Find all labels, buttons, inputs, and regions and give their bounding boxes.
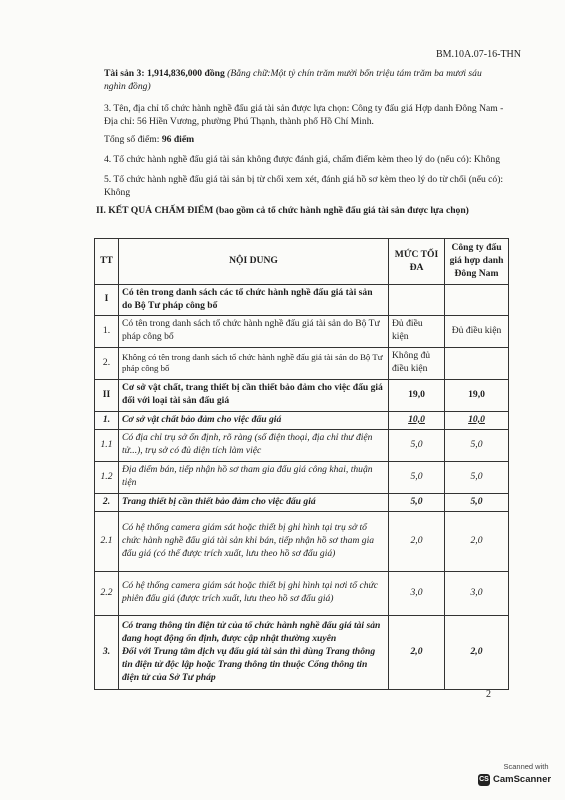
row-max: 5,0	[389, 461, 445, 493]
row-score	[445, 285, 509, 316]
row-tt: 1.1	[95, 429, 119, 461]
row-tt: 2.	[95, 493, 119, 511]
table-row	[95, 411, 509, 429]
row-score: 5,0	[445, 493, 509, 511]
row-score: 2,0	[445, 615, 509, 689]
row-content-part-b: Đối với Trung tâm dịch vụ đấu giá tài sản thì dùng Trang thông tin điện tử độc lập hoặc Trang thông tin thuộc Cổng thông tin điện tử của Sở Tư pháp	[122, 645, 376, 683]
row-max: 5,0	[389, 429, 445, 461]
selected-organization: 3. Tên, địa chỉ tổ chức hành nghề đấu giá tài sản được lựa chọn: Công ty đấu giá Hợp danh Đông Nam - Địa chỉ: 56 Hiền Vương, phường Phú Thạnh, thành phố Hồ Chí Minh.	[104, 102, 504, 127]
row-tt: 3.	[95, 615, 119, 689]
total-score-line	[104, 134, 504, 147]
row-max	[389, 285, 445, 316]
row-tt: 2.1	[95, 511, 119, 571]
asset-3-in-words: (Bằng chữ:Một tỷ chín trăm mười bốn triệu tám trăm ba mươi sáu nghìn đồng)	[104, 68, 482, 92]
table-row	[95, 615, 509, 689]
row-score: Đủ điều kiện	[445, 315, 509, 347]
row-score: 19,0	[445, 379, 509, 411]
table-row	[95, 379, 509, 411]
table-row	[95, 493, 509, 511]
row-score: 2,0	[445, 511, 509, 571]
row-tt: 2.	[95, 347, 119, 379]
table-row	[95, 461, 509, 493]
table-row	[95, 571, 509, 615]
row-max: 19,0	[389, 379, 445, 411]
row-content-part-a: Có trang thông tin điện tử của tổ chức hành nghề đấu giá tài sản đang hoạt động ổn định, được cập nhật thường xuyên	[122, 619, 381, 644]
total-score-value: 96 điểm	[161, 133, 195, 145]
table-row	[95, 285, 509, 316]
row-content: Có hệ thống camera giám sát hoặc thiết bị ghi hình tại trụ sở tổ chức hành nghề đấu giá tài sản khi bán, tiếp nhận hồ sơ tham gia đấu giá (có thể được trích xuất, lưu theo hồ sơ đấu giá)	[119, 511, 389, 571]
row-content: Cơ sở vật chất bảo đảm cho việc đấu giá	[119, 411, 389, 429]
asset-3-line	[104, 68, 504, 94]
unrated-organizations: 4. Tổ chức hành nghề đấu giá tài sản không được đánh giá, chấm điểm kèm theo lý do (nếu có): Không	[104, 153, 501, 165]
row-max: 2,0	[389, 615, 445, 689]
document-body	[96, 68, 504, 217]
row-tt: 1.2	[95, 461, 119, 493]
row-content	[119, 615, 389, 689]
row-tt: II	[95, 379, 119, 411]
rejected-organizations: 5. Tổ chức hành nghề đấu giá tài sản bị từ chối xem xét, đánh giá hồ sơ kèm theo lý do từ chối (nếu có): Không	[104, 173, 504, 198]
row-content: Cơ sở vật chất, trang thiết bị cần thiết bảo đảm cho việc đấu giá đối với loại tài sản đấu giá	[119, 379, 389, 411]
row-max: 2,0	[389, 511, 445, 571]
document-code: BM.10A.07-16-THN	[436, 49, 521, 60]
row-max: Không đủ điều kiện	[389, 347, 445, 379]
row-score: 3,0	[445, 571, 509, 615]
header-tt: TT	[95, 239, 119, 285]
row-content: Có địa chỉ trụ sở ổn định, rõ ràng (số điện thoại, địa chỉ thư điện tử...), trụ sở có đủ diện tích làm việc	[119, 429, 389, 461]
row-max: Đủ điều kiện	[389, 315, 445, 347]
row-tt: 1.	[95, 411, 119, 429]
table-row	[95, 315, 509, 347]
row-content: Có tên trong danh sách tổ chức hành nghề đấu giá tài sản do Bộ Tư pháp công bố	[119, 315, 389, 347]
section-2-title: II. KẾT QUẢ CHẤM ĐIỂM (bao gồm cả tổ chức hành nghề đấu giá tài sản được lựa chọn)	[96, 204, 469, 216]
row-score	[445, 347, 509, 379]
row-tt: 1.	[95, 315, 119, 347]
row-max: 10,0	[389, 411, 445, 429]
asset-3-amount: 1,914,836,000 đồng	[146, 68, 225, 79]
table-row	[95, 347, 509, 379]
row-content: Trang thiết bị cần thiết bảo đảm cho việc đấu giá	[119, 493, 389, 511]
camscanner-logo-icon: CS	[478, 774, 490, 786]
header-max: MỨC TỐI ĐA	[389, 239, 445, 285]
total-score-label: Tổng số điểm:	[104, 133, 160, 145]
header-content: NỘI DUNG	[119, 239, 389, 285]
row-content: Không có tên trong danh sách tổ chức hành nghề đấu giá tài sản do Bộ Tư pháp công bố	[119, 347, 389, 379]
watermark-line-1: Scanned with	[503, 762, 549, 771]
table-row	[95, 429, 509, 461]
row-content: Có tên trong danh sách các tổ chức hành nghề đấu giá tài sản do Bộ Tư pháp công bố	[119, 285, 389, 316]
row-tt: 2.2	[95, 571, 119, 615]
row-score: 5,0	[445, 429, 509, 461]
row-content: Địa điểm bán, tiếp nhận hồ sơ tham gia đấu giá công khai, thuận tiện	[119, 461, 389, 493]
row-score: 10,0	[445, 411, 509, 429]
table-row	[95, 511, 509, 571]
header-company: Công ty đấu giá hợp danh Đông Nam	[445, 239, 509, 285]
row-score: 5,0	[445, 461, 509, 493]
watermark-line-2: CamScanner	[493, 774, 552, 785]
score-table	[94, 238, 509, 690]
row-max: 5,0	[389, 493, 445, 511]
table-header-row	[95, 239, 509, 285]
asset-3-label: Tài sản 3:	[104, 68, 145, 79]
row-content: Có hệ thống camera giám sát hoặc thiết bị ghi hình tại nơi tổ chức phiên đấu giá (được trích xuất, lưu theo hồ sơ đấu giá)	[119, 571, 389, 615]
row-max: 3,0	[389, 571, 445, 615]
row-tt: I	[95, 285, 119, 316]
page-number: 2	[486, 689, 491, 700]
camscanner-watermark	[476, 762, 560, 792]
